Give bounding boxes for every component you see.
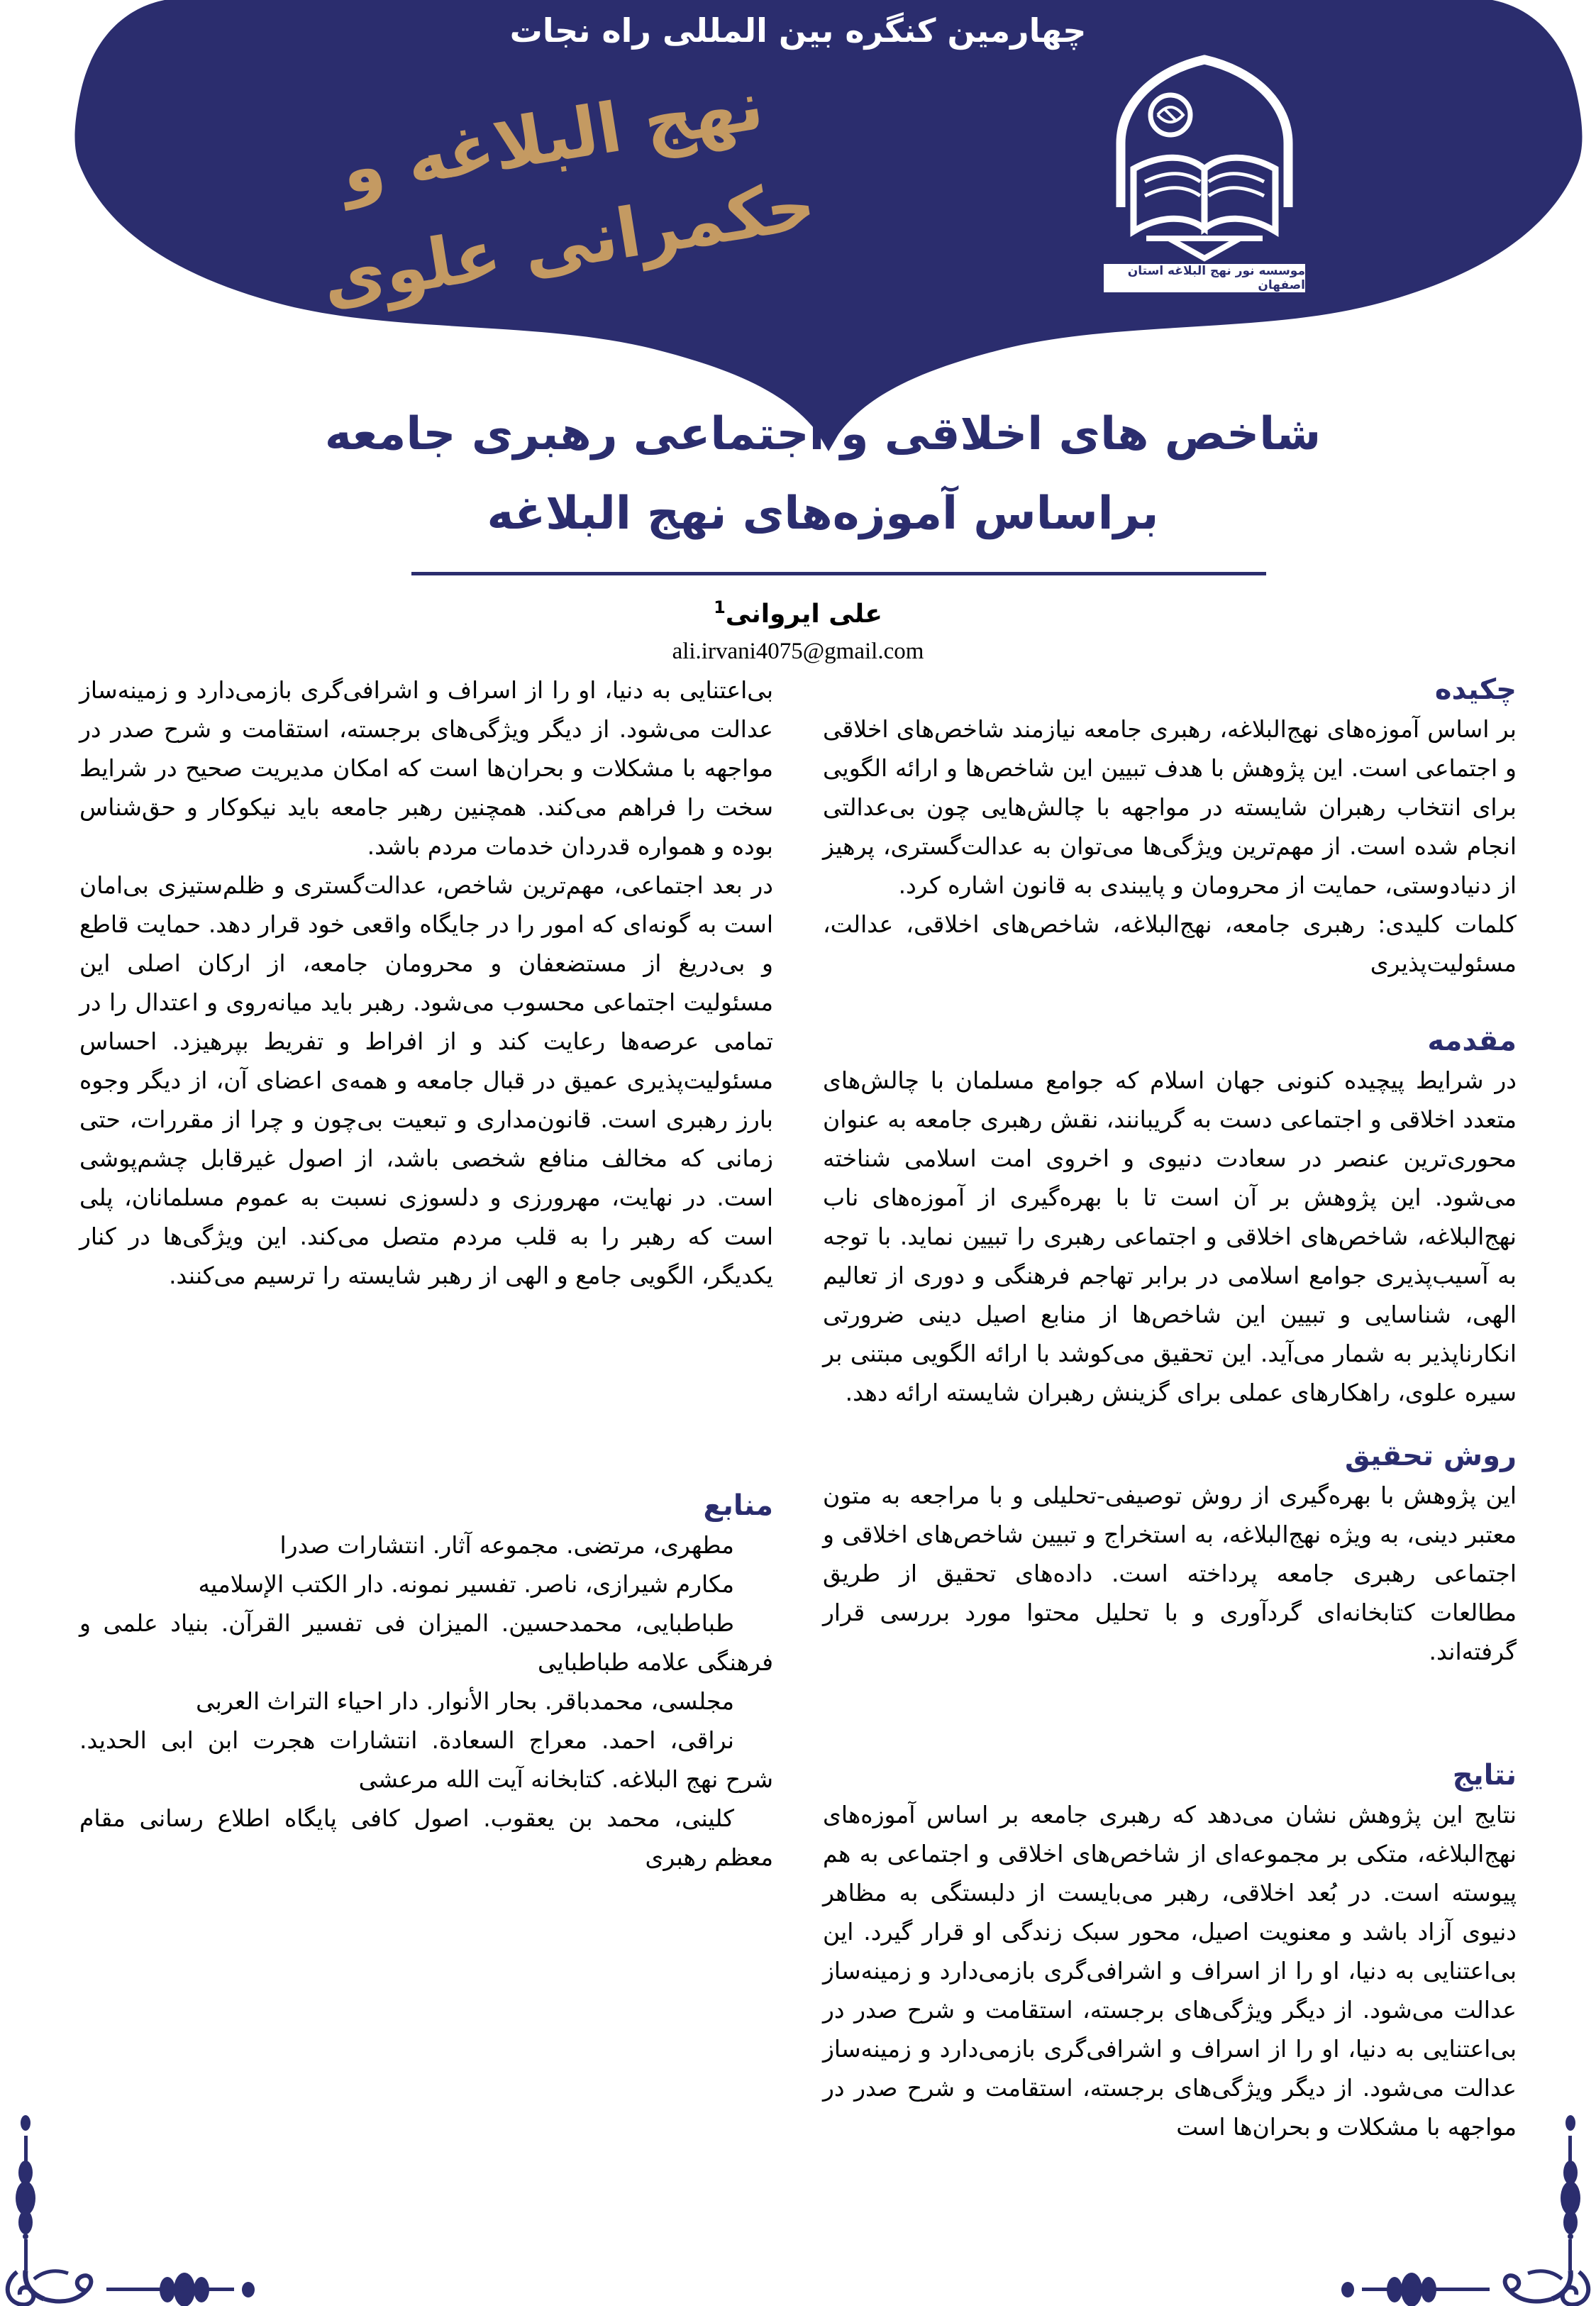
column-left bbox=[79, 671, 773, 1877]
method-text: این پژوهش با بهره‌گیری از روش توصیفی-تحلیلی و با مراجعه به متون معتبر دینی، به ویژه نهج‌البلاغه، به استخراج و تبیین شاخص‌های اخلاقی و اجتماعی رهبری جامعه پرداخته است. داده‌های تحقیق از طریق مطالعات کتابخانه‌ای گردآوری و با تحلیل محتوا مورد بررسی قرار گرفته‌اند. bbox=[823, 1482, 1517, 1665]
reference-item: کلینی، محمد بن یعقوب. اصول کافی پایگاه اطلاع رسانی مقام معظم رهبری bbox=[79, 1804, 773, 1871]
title-divider bbox=[411, 572, 1266, 575]
institute-logo-icon bbox=[1104, 50, 1305, 270]
keywords-text: کلمات کلیدی: رهبری جامعه، نهج‌البلاغه، شاخص‌های اخلاقی، عدالت، مسئولیت‌پذیری bbox=[823, 910, 1517, 977]
author-name: علی ایروانی$^1$ bbox=[714, 597, 882, 629]
abstract-text: بر اساس آموزه‌های نهج‌البلاغه، رهبری جامعه نیازمند شاخص‌های اخلاقی و اجتماعی است. این پژوهش با هدف تبیین این شاخص‌ها و ارائه الگویی برای انتخاب رهبران شایسته در مواجهه با چالش‌هایی چون بی‌عدالتی انجام شده است. از مهم‌ترین ویژگی‌ها می‌توان به عدالت‌گستری، پرهیز از دنیادوستی، حمایت از محرومان و پایبندی به قانون اشاره کرد. bbox=[823, 715, 1517, 899]
reference-item: مجلسی، محمدباقر. بحار الأنوار. دار احیاء التراث العربی bbox=[196, 1687, 734, 1715]
paper-title-line2: براساس آموزه‌های نهج البلاغه bbox=[487, 487, 1159, 540]
paper-title bbox=[71, 395, 1575, 553]
section-heading-abstract: چکیده bbox=[1434, 673, 1517, 706]
section-heading-introduction: مقدمه bbox=[1427, 1025, 1517, 1057]
congress-title: چهارمین کنگره بین المللی راه نجات bbox=[509, 11, 1087, 50]
results-text-left-2: در بعد اجتماعی، مهم‌ترین شاخص، عدالت‌گستری و ظلم‌ستیزی بی‌امان است به گونه‌ای که امور را در جایگاه واقعی خود قرار دهد. حمایت قاطع و بی‌دریغ از مستضعفان و محرومان جامعه، از ارکان اصلی این مسئولیت اجتماعی محسوب می‌شود. رهبر باید میانه‌روی و اعتدال را در تمامی عرصه‌ها رعایت کند و از افراط و تفریط بپرهیزد. احساس مسئولیت‌پذیری عمیق در قبال جامعه و همه‌ی اعضای آن، از دیگر وجوه بارز رهبری است. قانون‌مداری و تبعیت بی‌چون و چرا از مقررات، حتی زمانی که مخالف منافع شخصی باشد، از اصول غیرقابل چشم‌پوشی است. در نهایت، مهرورزی و دلسوزی نسبت به عموم مسلمانان، پلی است که رهبر را به قلب مردم متصل می‌کند. این ویژگی‌ها در کنار یکدیگر، الگویی جامع و الهی از رهبر شایسته را ترسیم می‌کنند. bbox=[79, 871, 773, 1289]
column-right bbox=[823, 671, 1517, 2146]
corner-ornaments bbox=[0, 2093, 1596, 2306]
results-text-left-1: بی‌اعتنایی به دنیا، او را از اسراف و اشرافی‌گری بازمی‌دارد و زمینه‌ساز عدالت می‌شود. از دیگر ویژگی‌های برجسته، استقامت و شرح صدر در مواجهه با مشکلات و بحران‌ها است که امکان مدیریت صحیح در شرایط سخت را فراهم می‌کند. همچنین رهبر جامعه باید نیکوکار و حق‌شناس بوده و همواره قدردان خدمات مردم باشد. bbox=[79, 676, 773, 860]
paper-title-line1: شاخص های اخلاقی و اجتماعی رهبری جامعه bbox=[324, 408, 1321, 460]
author-footnote-mark: 1 bbox=[714, 597, 726, 617]
introduction-text: در شرایط پیچیده کنونی جهان اسلام که جوامع مسلمان با چالش‌های متعدد اخلاقی و اجتماعی دست به گریبانند، نقش رهبری جامعه به عنوان محوری‌ترین عنصر در سعادت دنیوی و اخروی امت اسلامی شناخته می‌شود. این پژوهش بر آن است تا با بهره‌گیری از آموزه‌های ناب نهج‌البلاغه، شاخص‌های اخلاقی و اجتماعی رهبری را تبیین نماید. با توجه به آسیب‌پذیری جوامع اسلامی در برابر تهاجم فرهنگی و دوری از تعالیم الهی، شناسایی و تبیین این شاخص‌ها از منابع اصیل دینی ضرورتی انکارناپذیر به شمار می‌آید. این تحقیق می‌کوشد با ارائه الگویی مبتنی بر سیره علوی، راهکارهای عملی برای گزینش رهبران شایسته ارائه دهد. bbox=[823, 1066, 1517, 1406]
reference-item: مکارم شیرازی، ناصر. تفسیر نمونه. دار الکتب الإسلامیه bbox=[198, 1570, 734, 1598]
section-heading-references: منابع bbox=[703, 1489, 773, 1522]
reference-item: نراقی، احمد. معراج السعادة. انتشارات هجرت ابن ابی الحدید. شرح نهج البلاغه. کتابخانه آیت الله مرعشی bbox=[79, 1726, 773, 1793]
corner-ornament-left bbox=[8, 2115, 255, 2306]
reference-item: مطهری، مرتضی. مجموعه آثار. انتشارات صدرا bbox=[279, 1531, 734, 1559]
section-heading-method: روش تحقیق bbox=[1344, 1440, 1517, 1472]
reference-item: طباطبایی، محمدحسین. المیزان فی تفسیر القرآن. بنیاد علمی و فرهنگی علامه طباطبایی bbox=[79, 1609, 773, 1676]
author-email[interactable]: ali.irvani4075@gmail.com bbox=[672, 639, 924, 664]
corner-ornament-right bbox=[1341, 2115, 1588, 2306]
results-text-right: نتایج این پژوهش نشان می‌دهد که رهبری جامعه بر اساس آموزه‌های نهج‌البلاغه، متکی بر مجموعه‌ای از شاخص‌های اخلاقی و اجتماعی به هم پیوسته است. در بُعد اخلاقی، رهبر می‌بایست از دلبستگی به مظاهر دنیوی آزاد باشد و معنویت اصیل، محور سبک زندگی او قرار گیرد. این بی‌اعتنایی به دنیا، او را از اسراف و اشرافی‌گری بازمی‌دارد و زمینه‌ساز عدالت می‌شود. از دیگر ویژگی‌های برجسته، استقامت و شرح صدر در بی‌اعتنایی به دنیا، او را از اسراف و اشرافی‌گری بازمی‌دارد و زمینه‌ساز عدالت می‌شود. از دیگر ویژگی‌های برجسته، استقامت و شرح صدر در مواجهه با مشکلات و بحران‌ها است bbox=[823, 1801, 1517, 2141]
section-heading-results: نتایج bbox=[1452, 1759, 1517, 1792]
calligraphy-nahj-balagha: نهج البلاغه و حکمرانی علوی bbox=[316, 65, 821, 321]
institute-logo-caption: موسسه نور نهج البلاغه استان اصفهان bbox=[1104, 264, 1305, 292]
